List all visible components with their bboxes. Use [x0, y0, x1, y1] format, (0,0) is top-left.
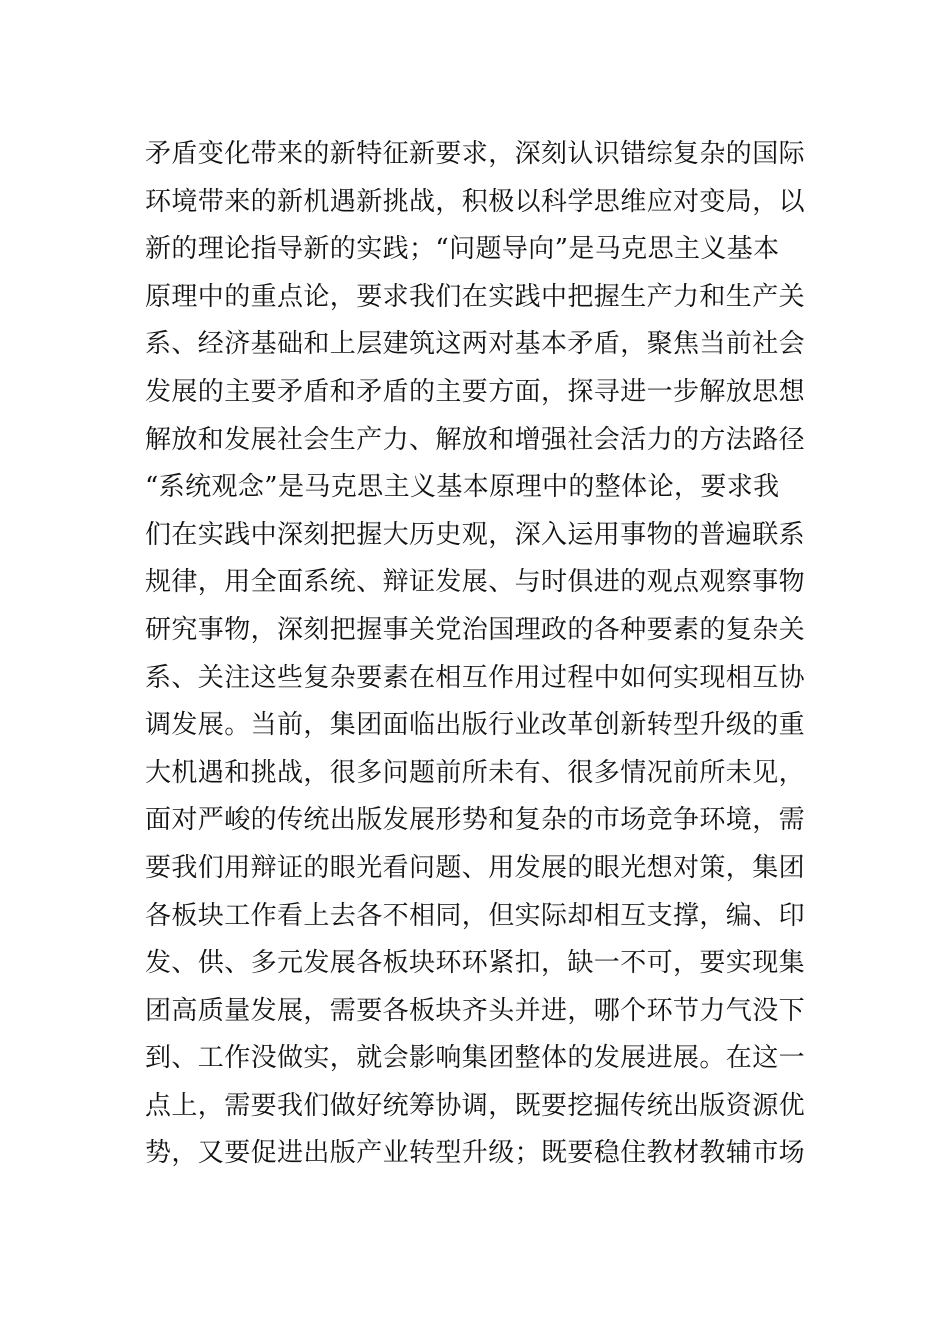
text-line: 们在实践中深刻把握大历史观，深入运用事物的普遍联系	[145, 519, 806, 550]
text-line: 矛盾变化带来的新特征新要求，深刻认识错综复杂的国际	[145, 139, 806, 169]
text-line: 到、工作没做实，就会影响集团整体的发展进展。在这一	[145, 1043, 806, 1074]
text-line: “系统观念”是马克思主义基本原理中的整体论，要求我	[145, 472, 780, 503]
text-line: 调发展。当前，集团面临出版行业改革创新转型升级的重	[145, 710, 806, 741]
body-text	[145, 131, 815, 1178]
text-line: 系、经济基础和上层建筑这两对基本矛盾，聚焦当前社会	[145, 329, 806, 360]
text-line: 解放和发展社会生产力、解放和增强社会活力的方法路径	[145, 424, 806, 455]
text-line: 要我们用辩证的眼光看问题、用发展的眼光想对策，集团	[145, 852, 806, 883]
text-line: 原理中的重点论，要求我们在实践中把握生产力和生产关	[145, 281, 806, 312]
text-line: 发展的主要矛盾和矛盾的主要方面，探寻进一步解放思想	[145, 376, 806, 407]
text-line: 大机遇和挑战，很多问题前所未有、很多情况前所未见，	[145, 757, 806, 788]
text-line: 势，又要促进出版产业转型升级；既要稳住教材教辅市场	[145, 1138, 806, 1169]
text-line: 研究事物，深刻把握事关党治国理政的各种要素的复杂关	[145, 614, 806, 645]
text-line: 各板块工作看上去各不相同，但实际却相互支撑，编、印	[145, 900, 806, 931]
text-line: 系、关注这些复杂要素在相互作用过程中如何实现相互协	[145, 662, 806, 693]
text-line: 规律，用全面系统、辩证发展、与时俱进的观点观察事物	[145, 567, 806, 598]
text-line: 点上，需要我们做好统筹协调，既要挖掘传统出版资源优	[145, 1090, 806, 1121]
text-line: 新的理论指导新的实践；“问题导向”是马克思主义基本	[145, 234, 780, 265]
text-line: 面对严峻的传统出版发展形势和复杂的市场竞争环境，需	[145, 805, 806, 836]
text-line: 团高质量发展，需要各板块齐头并进，哪个环节力气没下	[145, 995, 806, 1026]
text-line: 环境带来的新机遇新挑战，积极以科学思维应对变局，以	[145, 186, 806, 217]
text-line: 发、供、多元发展各板块环环紧扣，缺一不可，要实现集	[145, 948, 806, 979]
